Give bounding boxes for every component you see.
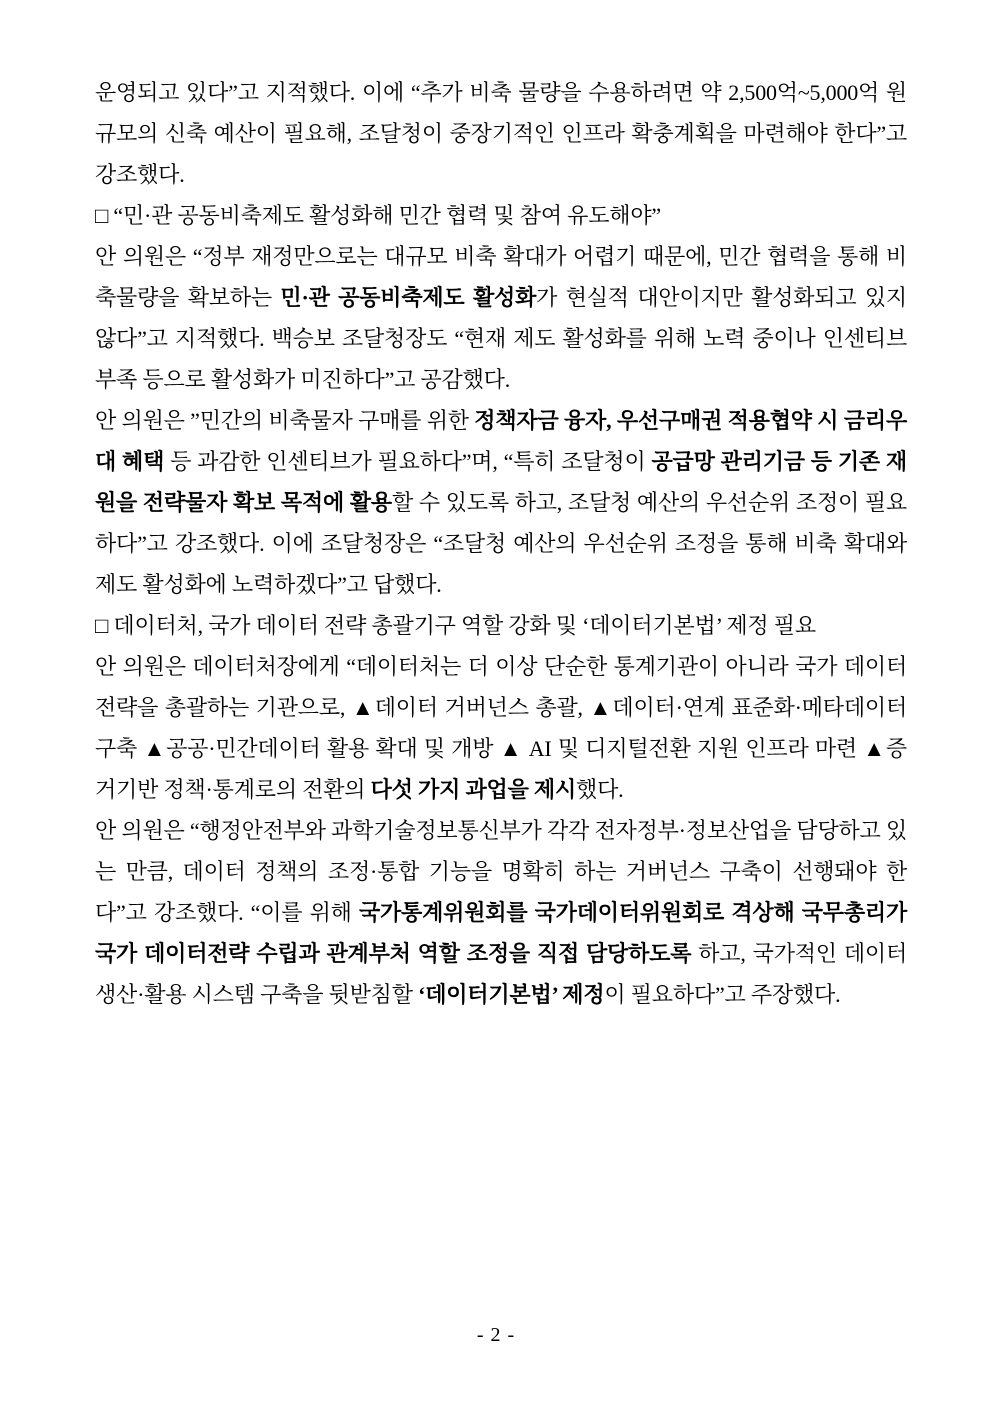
emphasized-text: ‘데이터기본법’ 제정: [418, 982, 605, 1007]
body-text: 가 현실적 대안이지만 활성화되고 있지 않다”고 지적했다. 백승보 조달청장도 “현재 제도 활성화를 위해 노력 중이나 인센티브 부족 등으로 활성화가 미진하다”고 공감했다.: [95, 285, 907, 392]
section-heading-data-agency: [95, 605, 907, 646]
emphasized-text: 공급망 관리기금 등 기존 재원을 전략물자 확보 목적에 활용: [95, 449, 907, 515]
body-text: 안 의원은 “정부 재정만으로는 대규모 비축 확대가 어렵기 때문에, 민간 협력을 통해 비축물량을 확보하는: [95, 244, 907, 310]
page-number: - 2 -: [476, 1324, 516, 1346]
body-text: 했다.: [576, 777, 624, 802]
body-text: 이 필요하다”고 주장했다.: [604, 982, 841, 1007]
body-text: 운영되고 있다”고 지적했다. 이에 “추가 비축 물량을 수용하려면 약 2,500억~5,000억 원 규모의 신축 예산이 필요해, 조달청이 중장기적인 인프라 확충계획을 마련해야 한다”고 강조했다.: [95, 80, 907, 187]
section-heading-joint-stockpile: [95, 195, 907, 236]
body-text: 등 과감한 인센티브가 필요하다”며, “특히 조달청이: [164, 449, 652, 474]
paragraph-data-agency-tasks: [95, 646, 907, 810]
emphasized-text: 국가통계위원회를 국가데이터위원회로 격상해 국무총리가 국가 데이터전략 수립과 관계부처 역할 조정을 직접 담당하도록: [95, 900, 908, 966]
document-body: [95, 72, 907, 1015]
body-text: □ 데이터처, 국가 데이터 전략 총괄기구 역할 강화 및 ‘데이터기본법’ 제정 필요: [95, 613, 816, 638]
body-text: 안 의원은 ”민간의 비축물자 구매를 위한: [95, 408, 475, 433]
paragraph-budget-expansion: [95, 72, 907, 195]
paragraph-joint-stockpile: [95, 236, 907, 400]
emphasized-text: 정책자금 융자, 우선구매권 적용협약 시 금리우대 혜택: [95, 408, 907, 474]
paragraph-data-governance: [95, 810, 907, 1015]
paragraph-incentives: [95, 400, 907, 605]
body-text: □ “민·관 공동비축제도 활성화해 민간 협력 및 참여 유도해야”: [95, 203, 661, 228]
body-text: 안 의원은 데이터처장에게 “데이터처는 더 이상 단순한 통계기관이 아니라 국가 데이터 전략을 총괄하는 기관으로, ▲데이터 거버넌스 총괄, ▲데이터·연계 표준화·메타데이터 구축 ▲공공·민간데이터 활용 확대 및 개방 ▲ AI 및 디지털전환 지원 인프라 마련 ▲증거기반 정책·통계로의 전환의: [95, 654, 907, 802]
body-text: 안 의원은 “행정안전부와 과학기술정보통신부가 각각 전자정부·정보산업을 담당하고 있는 만큼, 데이터 정책의 조정·통합 기능을 명확히 하는 거버넌스 구축이 선행돼야 한다”고 강조했다. “이를 위해: [95, 818, 907, 925]
emphasized-text: 다섯 가지 과업을 제시: [370, 777, 577, 802]
emphasized-text: 민·관 공동비축제도 활성화: [280, 285, 537, 310]
body-text: 하고, 국가적인 데이터 생산·활용 시스템 구축을 뒷받침할: [95, 941, 907, 1007]
body-text: 할 수 있도록 하고, 조달청 예산의 우선순위 조정이 필요하다”고 강조했다. 이에 조달청장은 “조달청 예산의 우선순위 조정을 통해 비축 확대와 제도 활성화에 노력하겠다”고 답했다.: [95, 490, 907, 597]
